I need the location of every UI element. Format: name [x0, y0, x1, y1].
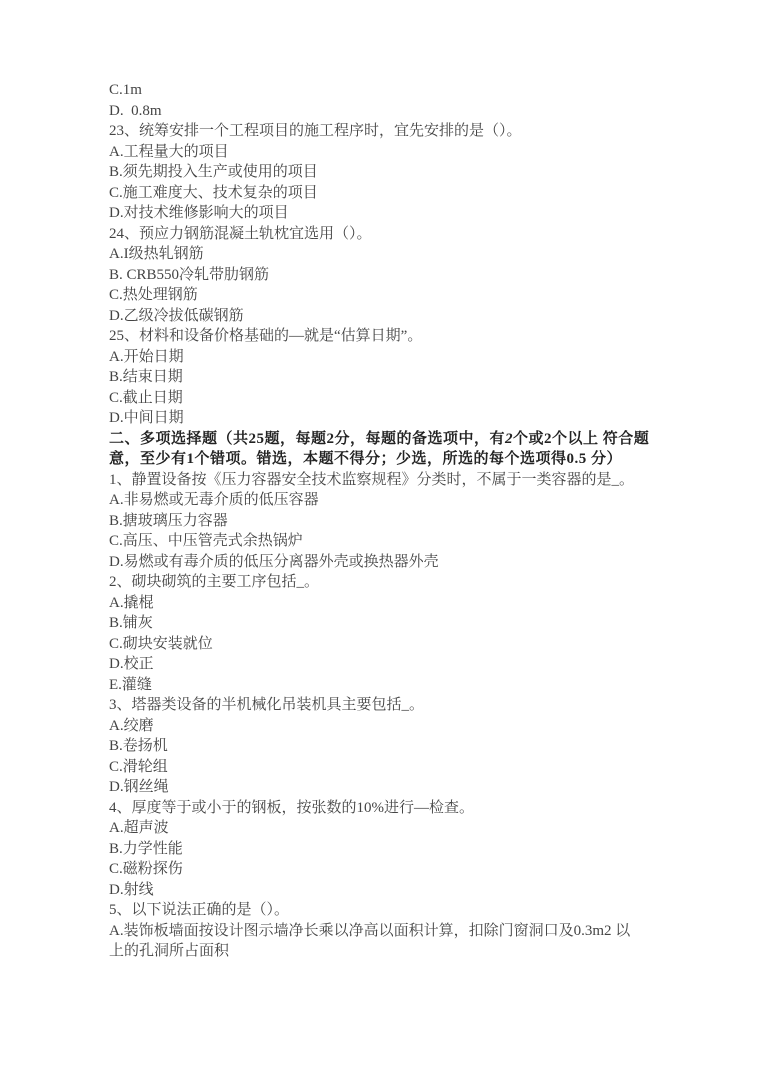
section-heading-line [109, 429, 715, 450]
doc-line: C.施工难度大、技术复杂的项目 [109, 184, 318, 201]
doc-line: B.搪玻璃压力容器 [109, 512, 228, 529]
doc-line: A.装饰板墙面按设计图示墙净长乘以净高以面积计算，扣除门窗洞口及0.3m2 以 [109, 922, 631, 939]
doc-line-run: 二、多项选择题（共25题，每题2分，每题的备选项中，有 [109, 430, 506, 447]
doc-line: A.工程量大的项目 [109, 143, 229, 160]
doc-line: D.乙级冷拔低碳钢筋 [109, 307, 244, 324]
doc-line: A.撬棍 [109, 594, 154, 611]
doc-line: D. 0.8m [109, 102, 162, 119]
doc-line: D.射线 [109, 881, 154, 898]
section-heading-line: 意，至少有1个错项。错选，本题不得分；少选，所选的每个选项得0.5 分） [109, 451, 623, 467]
doc-line: 5、以下说法正确的是（）。 [109, 902, 290, 918]
doc-line: D.校正 [109, 656, 154, 672]
doc-line: C.高压、中压管壳式余热锅炉 [109, 533, 303, 549]
doc-line: C.滑轮组 [109, 758, 168, 775]
doc-line: A.开始日期 [109, 348, 184, 365]
doc-line: C.截止日期 [109, 389, 183, 406]
doc-line-run: 个或2个以上 符合题 [513, 430, 650, 447]
doc-line: B.须先期投入生产或使用的项目 [109, 164, 318, 180]
doc-line: C.砌块安装就位 [109, 635, 213, 652]
doc-line: 4、厚度等于或小于的钢板，按张数的10%进行—检查。 [109, 799, 474, 816]
doc-line: A.非易燃或无毒介质的低压容器 [109, 492, 319, 508]
doc-line: B. CRB550冷轧带肋钢筋 [109, 266, 270, 283]
doc-line: 2、砌块砌筑的主要工序包括_。 [109, 574, 320, 590]
doc-line: B.力学性能 [109, 840, 183, 857]
doc-line: B.铺灰 [109, 615, 153, 631]
doc-line: 1、静置设备按《压力容器安全技术监察规程》分类时，不属于一类容器的是_。 [109, 471, 635, 488]
doc-line: D.钢丝绳 [109, 779, 169, 795]
doc-line: D.易燃或有毒介质的低压分离器外壳或换热器外壳 [109, 553, 439, 570]
doc-line: B.卷扬机 [109, 738, 168, 754]
doc-line: C.热处理钢筋 [109, 287, 198, 303]
exam-text-block [109, 80, 715, 962]
doc-line: A.超声波 [109, 820, 169, 836]
doc-line: C.磁粉探伤 [109, 861, 183, 877]
doc-line: E.灌缝 [109, 676, 152, 693]
doc-line: 23、统筹安排一个工程项目的施工程序时，宜先安排的是（）。 [109, 123, 522, 139]
doc-line-run: 2 [505, 430, 514, 447]
doc-line: A.绞磨 [109, 717, 154, 734]
doc-line: C.1m [109, 82, 142, 98]
doc-line: B.结束日期 [109, 369, 183, 385]
doc-line: 3、塔器类设备的半机械化吊装机具主要包括_。 [109, 697, 425, 713]
doc-line: 24、预应力钢筋混凝土轨枕宜选用（）。 [109, 225, 372, 242]
doc-line: 上的孔洞所占面积 [109, 943, 230, 959]
doc-line: D.对技术维修影响大的项目 [109, 205, 289, 221]
doc-line: A.I级热轧钢筋 [109, 246, 204, 262]
doc-line: D.中间日期 [109, 410, 184, 426]
doc-line: 25、材料和设备价格基础的—就是“估算日期”。 [109, 328, 423, 344]
